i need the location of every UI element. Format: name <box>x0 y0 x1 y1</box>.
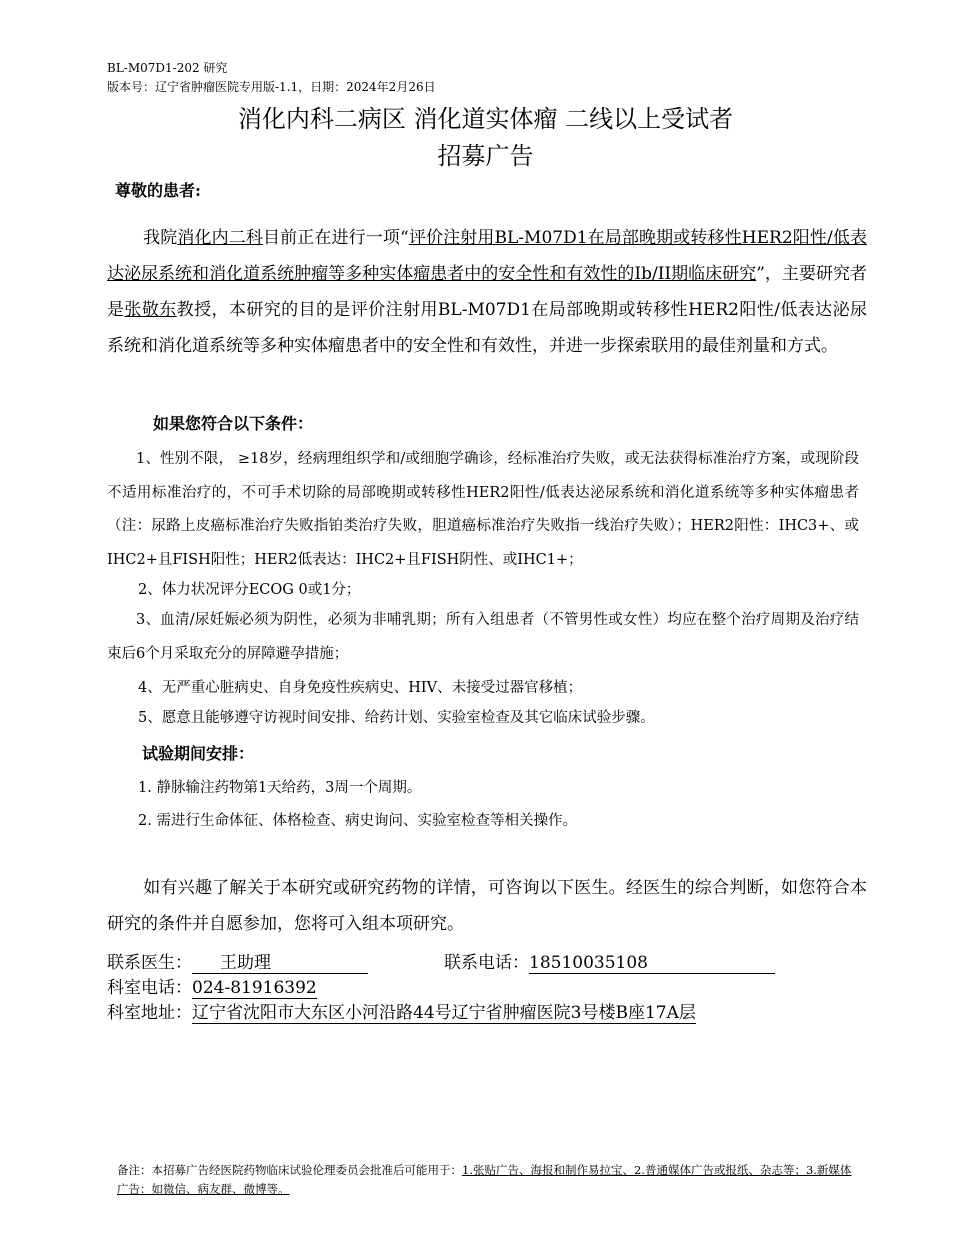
contact-phone: 18510035108 <box>529 953 775 974</box>
criteria-heading: 如果您符合以下条件： <box>153 414 314 433</box>
doctor-contact-line <box>107 951 368 975</box>
principal-investigator: 张敬东 <box>124 300 177 320</box>
address-label: 科室地址： <box>107 1003 192 1023</box>
phone-contact-line <box>444 951 775 975</box>
study-title: 评价注射用BL-M07D1在局部晚期或转移性HER2阳性/低表达泌尿系统和消化道系统肿瘤等多种实体瘤患者中的安全性和有效性的Ib/II期临床研究 <box>107 228 868 284</box>
footnote-prefix: 备注：本招募广告经医院药物临床试验伦理委员会批准后可能用于： <box>117 1163 462 1177</box>
closing-paragraph <box>107 870 867 942</box>
footnote <box>117 1161 857 1199</box>
study-code: BL-M07D1-202 研究 <box>107 61 228 75</box>
office-address-line <box>107 1001 696 1025</box>
intro-text-4: 教授，本研究的目的是评价注射用BL-M07D1在局部晚期或转移性HER2阳性/低表达泌尿系统和消化道系统等多种实体瘤患者中的安全性和有效性，并进一步探索联用的最佳剂量和方式。 <box>107 300 867 356</box>
doctor-label: 联系医生： <box>107 953 192 973</box>
schedule-item-1: 1. 静脉输注药物第1天给药，3周一个周期。 <box>138 780 422 796</box>
doctor-name: 王助理 <box>192 953 368 974</box>
intro-text-2: 目前正在进行一项“ <box>263 228 409 248</box>
criteria-item-3 <box>107 604 859 671</box>
intro-text-1: 我院 <box>143 228 178 248</box>
closing-text: 如有兴趣了解关于本研究或研究药物的详情，可咨询以下医生。经医生的综合判断，如您符合本研究的条件并自愿参加，您将可入组本项研究。 <box>107 878 867 934</box>
document-subtitle: 招募广告 <box>437 142 534 170</box>
criteria-item-4: 4、无严重心脏病史、自身免疫性疾病史、HIV、未接受过器官移植； <box>138 680 583 696</box>
criteria-item-1 <box>107 443 859 577</box>
footnote-channels: 1.张贴广告、海报和制作易拉宝、2.普通媒体广告或报纸、杂志等；3.新媒体广告：如微信、病友群、微博等。 <box>117 1163 852 1196</box>
schedule-heading: 试验期间安排： <box>142 744 255 763</box>
phone-label: 联系电话： <box>444 953 529 973</box>
intro-text-3: ”，主要研究者是 <box>107 264 867 320</box>
criteria-item-1-text: 1、性别不限， ≥18岁，经病理组织学和/或细胞学确诊，经标准治疗失败，或无法获得标准治疗方案，或现阶段不适用标准治疗的，不可手术切除的局部晚期或转移性HER2阳性/低表达泌尿系统和消化道系统等多种实体瘤患者（注：尿路上皮癌标准治疗失败指铂类治疗失败，胆道癌标准治疗失败指一线治疗失败）；HER2阳性：IHC3+、或IHC2+且FISH阳性；HER2低表达：IHC2+且FISH阴性、或IHC1+； <box>107 451 859 568</box>
criteria-item-3-text: 3、血清/尿妊娠必须为阴性，必须为非哺乳期；所有入组患者（不管男性或女性）均应在整个治疗周期及治疗结束后6个月采取充分的屏障避孕措施； <box>107 612 859 662</box>
office-address: 辽宁省沈阳市大东区小河沿路44号辽宁省肿瘤医院3号楼B座17A层 <box>192 1003 696 1023</box>
office-phone-label: 科室电话： <box>107 978 192 998</box>
intro-paragraph <box>107 220 867 364</box>
department-name: 消化内二科 <box>177 228 264 248</box>
document-title: 消化内科二病区 消化道实体瘤 二线以上受试者 <box>237 105 734 133</box>
criteria-item-2: 2、体力状况评分ECOG 0或1分； <box>138 582 361 598</box>
version-line: 版本号：辽宁省肿瘤医院专用版-1.1，日期：2024年2月26日 <box>107 80 436 94</box>
criteria-item-5: 5、愿意且能够遵守访视时间安排、给药计划、实验室检查及其它临床试验步骤。 <box>138 710 655 726</box>
greeting: 尊敬的患者: <box>115 181 201 200</box>
office-phone-line <box>107 976 317 1000</box>
schedule-item-2: 2. 需进行生命体征、体格检查、病史询问、实验室检查等相关操作。 <box>138 813 577 829</box>
office-phone: 024-81916392 <box>192 978 317 998</box>
